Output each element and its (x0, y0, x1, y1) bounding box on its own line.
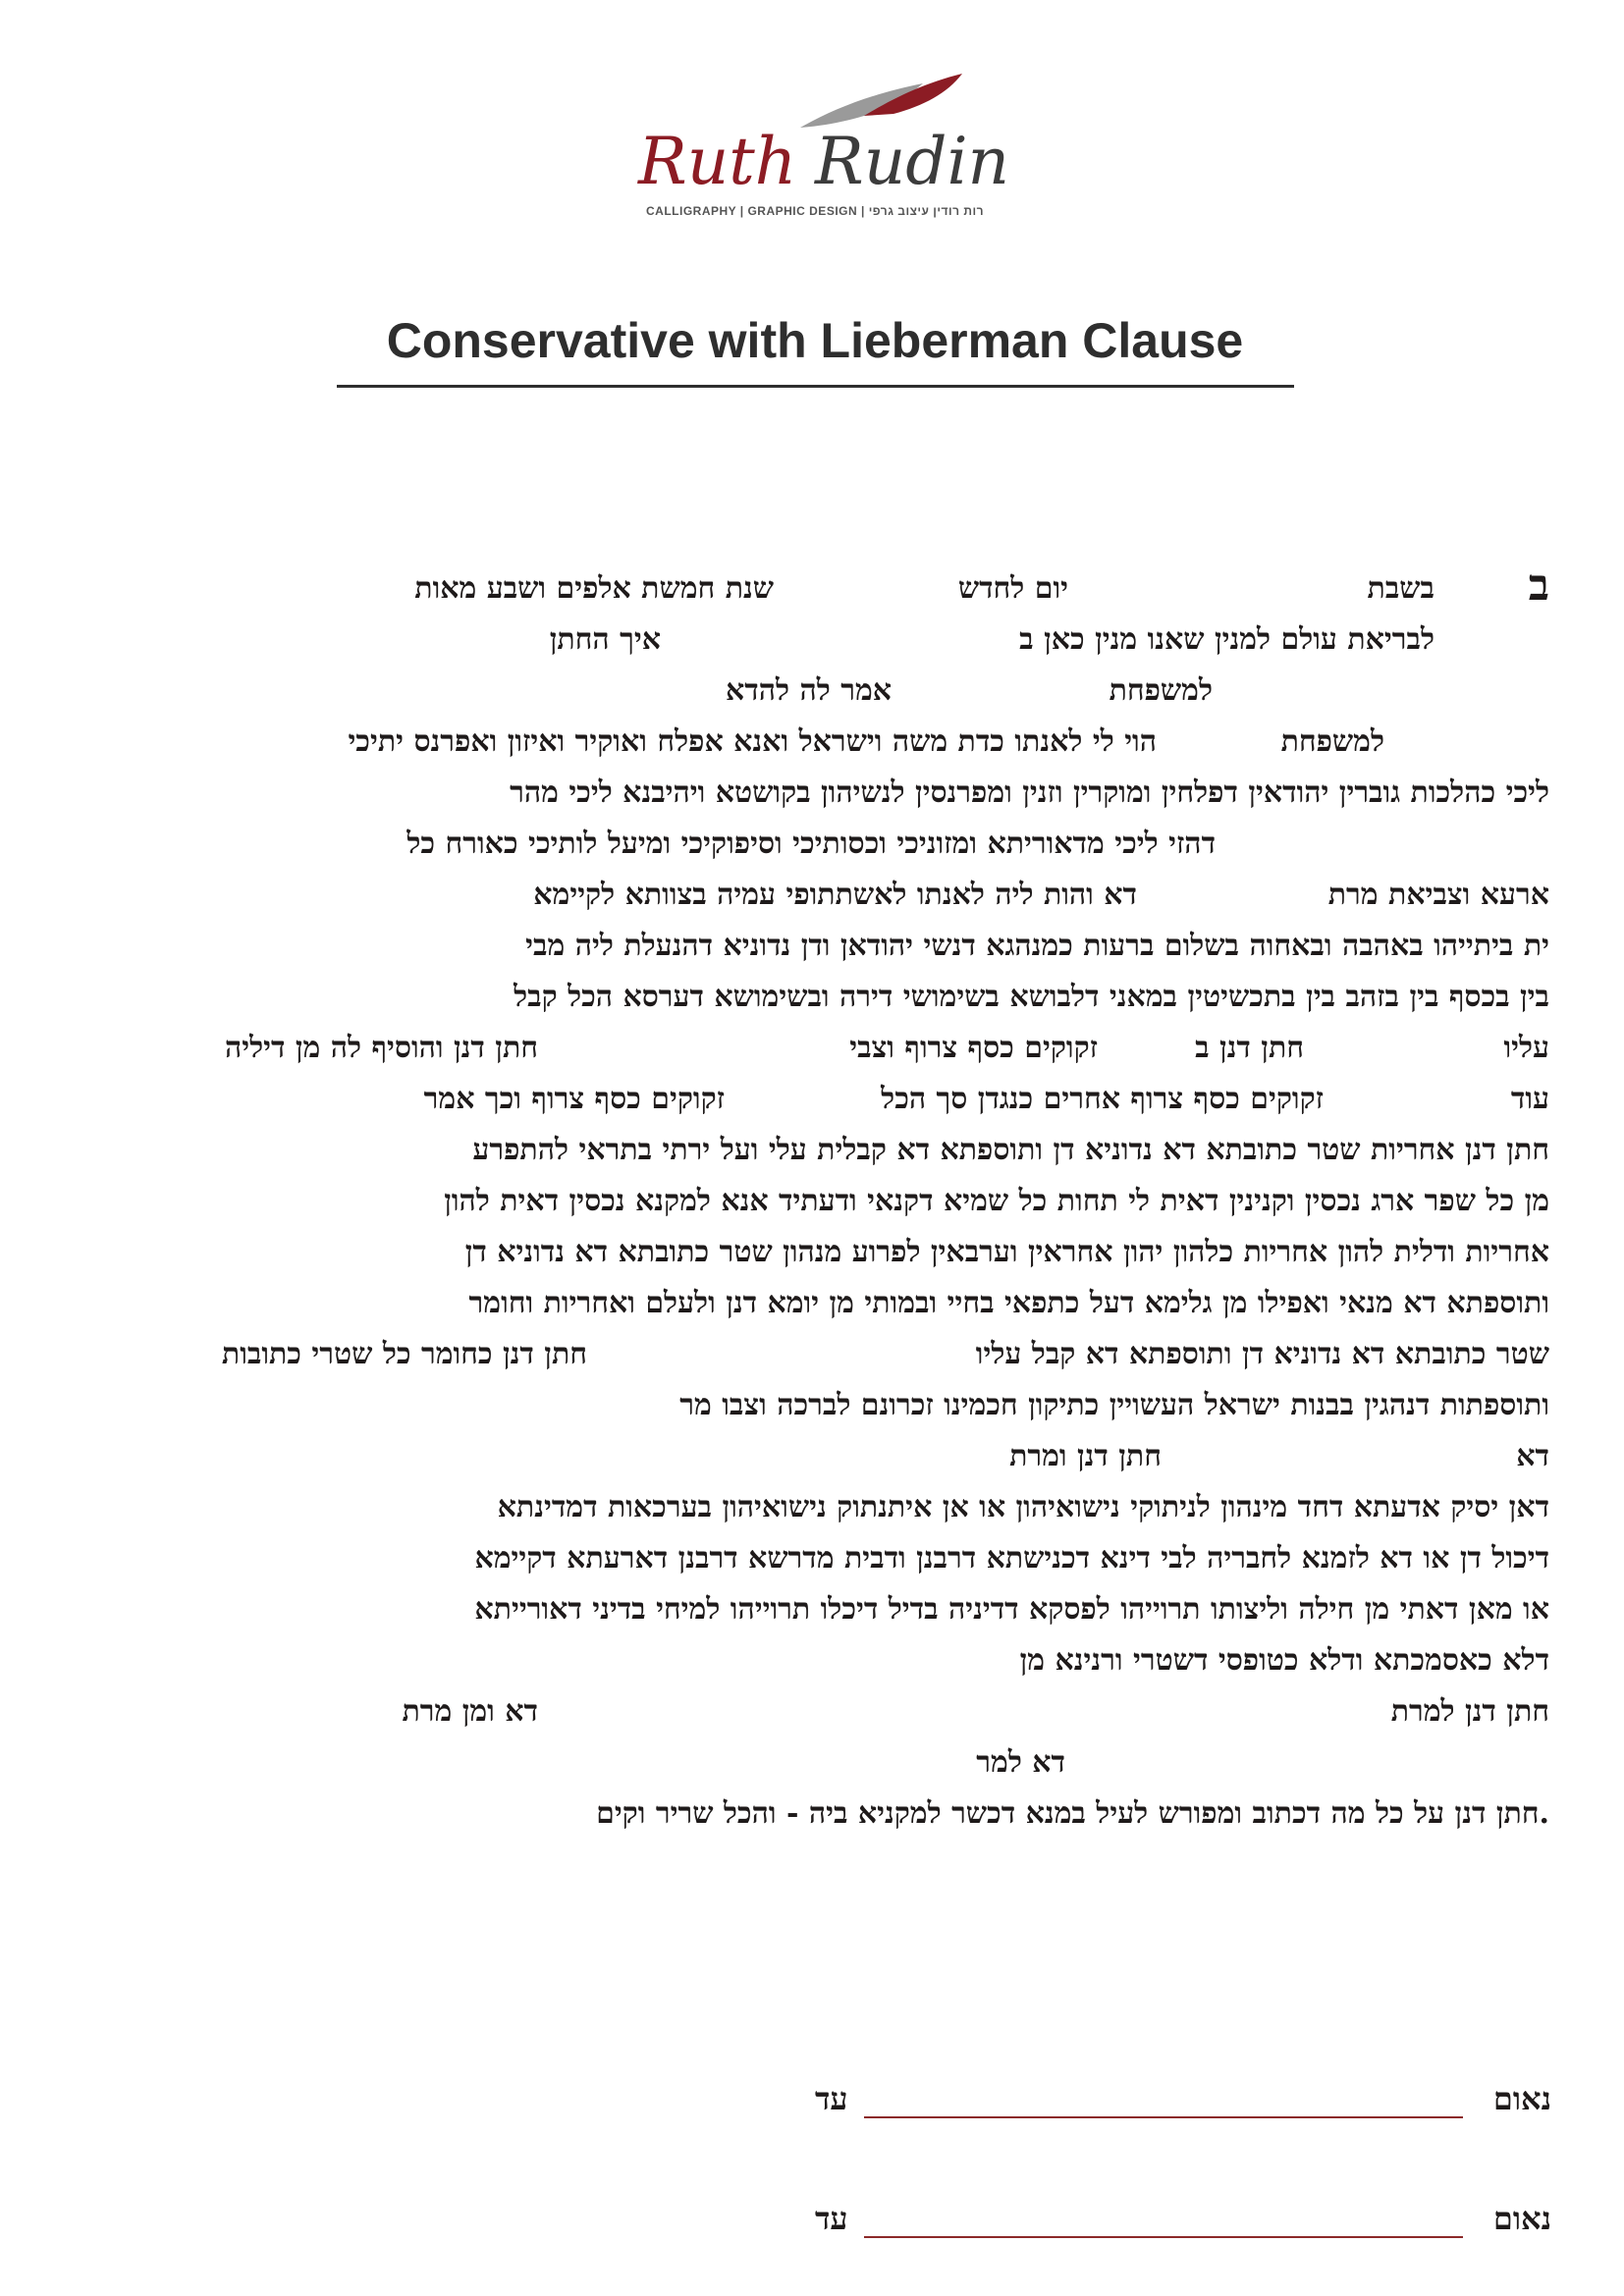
text-line (77, 719, 1549, 766)
logo-ruth: Ruth (638, 124, 797, 199)
text-segment: דא ומן מרת (402, 1694, 538, 1729)
text-segment: זקוקים כסף צרוף וכך אמר (423, 1082, 725, 1116)
title-underline (337, 385, 1294, 388)
text-line (77, 1025, 1549, 1072)
text-segment: זקוקים כסף צרוף אחרים כנגדן סך הכל (881, 1082, 1324, 1116)
signature-line-1 (785, 2069, 1551, 2128)
text-segment: דלא כאסמכתא ודלא כטופסי דשטרי ורנינא מן (1019, 1643, 1549, 1678)
text-segment: ב (1528, 561, 1549, 611)
text-line (77, 1535, 1549, 1582)
page-title: Conservative with Lieberman Clause (386, 313, 1244, 368)
text-segment: ליכי כהלכות גוברין יהודאין דפלחין ומוקרין וזנין ומפרנסין לנשיהון בקושטא ויהיבנא ליכי מהר (510, 775, 1549, 810)
text-line (77, 1433, 1549, 1480)
text-line (77, 1331, 1549, 1378)
text-line (77, 923, 1549, 970)
signature-name-label: נאום (1492, 2200, 1551, 2237)
text-segment: חתן דנן ומרת (1009, 1439, 1162, 1473)
text-segment: עליו (1503, 1031, 1549, 1065)
text-segment: אחריות ודלית להון אחריות כלהון יהון אחראין וערבאין לפרוע מנהון שטר כתובתא דא נדוניא דן (464, 1235, 1549, 1269)
text-segment: דא (1516, 1439, 1549, 1473)
text-segment: בין בכסף בין בזהב בין בתכשיטין במאני דלבושא בשימושי דירה ובשימושא דערסא הכל קבל (514, 980, 1549, 1014)
logo (628, 69, 1010, 231)
text-segment: למשפחת (1280, 724, 1384, 759)
text-line (77, 1229, 1549, 1276)
text-line (77, 1076, 1549, 1123)
text-line (77, 616, 1549, 664)
logo-tagline: CALLIGRAPHY | GRAPHIC DESIGN | רות רודין עיצוב גרפי (646, 204, 984, 218)
logo-rudin: Rudin (815, 124, 1010, 199)
text-line (77, 1484, 1549, 1531)
signature-rule (864, 2236, 1463, 2238)
text-segment: חתן דנן למרת (1390, 1694, 1549, 1729)
text-line (77, 872, 1549, 919)
text-segment: איך החתן (549, 622, 661, 657)
text-line (77, 1178, 1549, 1225)
text-segment: למשפחת (1109, 673, 1213, 708)
text-segment: יום לחדש (957, 571, 1068, 606)
text-segment: לבריאת עולם למנין שאנו מנין כאן ב (1019, 622, 1435, 657)
text-segment: אמר לה להדא (726, 673, 892, 708)
signature-rule (864, 2116, 1463, 2118)
text-line (77, 1382, 1549, 1429)
text-line (77, 974, 1549, 1021)
text-segment: חתן דנן על כל מה דכתוב ומפורש לעיל במנא דכשר למקניא ביה - והכל שריר וקים. (596, 1796, 1549, 1831)
ketubah-text (77, 561, 1549, 2038)
text-segment: ותוספתא דא מנאי ואפילו מן גלימא דעל כתפאי בחיי ובמותי מן יומא דנן ולעלם ואחריות וחומר (468, 1286, 1549, 1320)
text-segment: שנת חמשת אלפים ושבע מאות (414, 571, 774, 606)
text-segment: בשבת (1367, 571, 1435, 606)
signature-line-2 (785, 2189, 1551, 2248)
text-line (77, 1280, 1549, 1327)
text-segment: או מאן דאתי מן חילה וליצותו תרוייהו לפסקא דדיניה בדיל דיכלו תרוייהו למיחי בדיני דאורייתא (474, 1592, 1549, 1627)
text-line (77, 561, 1549, 613)
text-line (77, 1790, 1549, 1838)
signature-name-label: נאום (1492, 2080, 1551, 2117)
text-segment: חתן דנן ב (1195, 1031, 1304, 1065)
text-segment: חתן דנן והוסיף לה מן דיליה (225, 1031, 538, 1065)
text-segment: הוי לי לאנתו כדת משה וישראל ואנא אפלח ואוקיר ואיזון ואפרנס יתיכי (348, 724, 1157, 759)
witness-label: עד (815, 2080, 848, 2117)
text-segment: ותוספתות דנהגין בבנות ישראל העשויין כתיקון חכמינו זכרונם לברכה וצבו מר (679, 1388, 1549, 1422)
text-segment: ית ביתייהו באהבה ובאחוה בשלום ברעות כמנהגא דנשי יהודאן ודן נדוניא דהנעלת ליה מבי (525, 929, 1549, 963)
text-line (77, 667, 1549, 715)
text-segment: חתן דנן אחריות שטר כתובתא דא נדוניא דן ותוספתא דא קבלית עלי ועל ירתי בתראי להתפרע (472, 1133, 1549, 1167)
text-line (77, 1586, 1549, 1633)
text-segment: דהזי ליכי מדאוריתא ומזוניכי וכסותיכי וסיפוקיכי ומיעל לותיכי כאורח כל (406, 827, 1216, 861)
text-segment: זקוקים כסף צרוף וצבי (849, 1031, 1098, 1065)
text-segment: דיכול דן או דא לזמנא לחבריה לבי דינא דכנישתא דרבנן ודבית מדרשא דרבנן דארעתא דקיימא (474, 1541, 1549, 1575)
text-segment: ארעא וצביאת מרת (1327, 878, 1549, 912)
text-line (77, 821, 1549, 868)
text-line (77, 1637, 1549, 1684)
text-segment: דא למר (976, 1745, 1065, 1780)
witness-label: עד (815, 2200, 848, 2237)
text-segment: שטר כתובתא דא נדוניא דן ותוספתא דא קבל עליו (975, 1337, 1549, 1371)
text-segment: דא והות ליה לאנתו לאשתתופי עמיה בצוותא לקיימא (533, 878, 1137, 912)
text-line (77, 1127, 1549, 1174)
text-segment: עוד (1510, 1082, 1549, 1116)
text-segment: דאן יסיק אדעתא דחד מינהון לניתוקי נישואיהון או אן איתנתוק נישואיהון בערכאות דמדינתא (497, 1490, 1549, 1524)
text-segment: מן כל שפר ארג נכסין וקנינין דאית לי תחות כל שמיא דקנאי ודעתיד אנא למקנא נכסין דאית להון (444, 1184, 1549, 1218)
text-line (77, 1739, 1549, 1787)
text-line (77, 770, 1549, 817)
text-line (77, 1688, 1549, 1735)
text-segment: חתן דנן כחומר כל שטרי כתובות (221, 1337, 587, 1371)
